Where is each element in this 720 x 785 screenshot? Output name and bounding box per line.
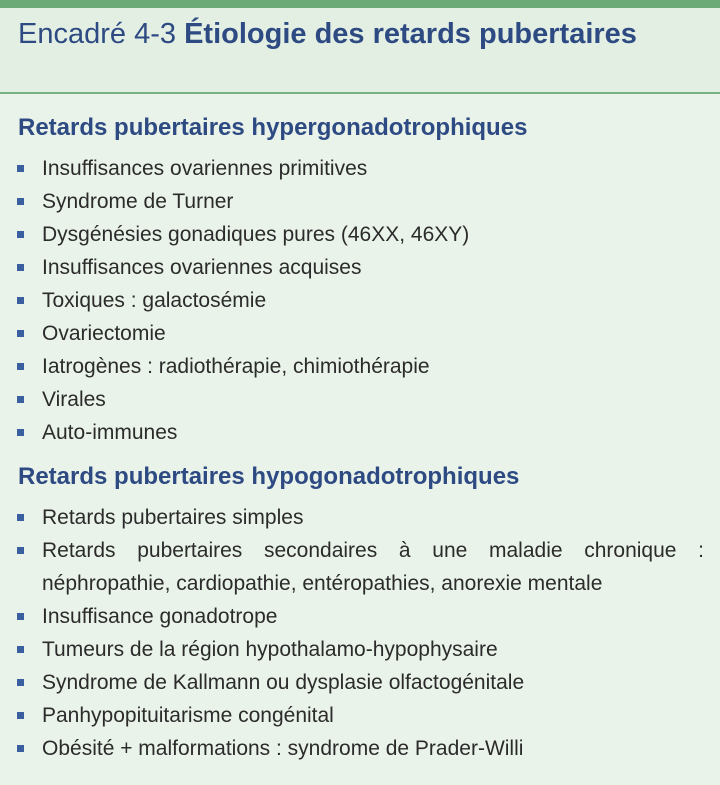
square-bullet-icon [17,297,24,304]
square-bullet-icon [17,396,24,403]
list-item [0,350,720,383]
square-bullet-icon [17,363,24,370]
list-item-text: Panhypopituitarisme congénital [42,704,334,727]
item-list [0,152,720,449]
list-item [0,284,720,317]
item-list [0,501,720,765]
list-item-text: Retards pubertaires simples [42,506,304,529]
list-item-text: Insuffisance gonadotrope [42,605,278,628]
square-bullet-icon [17,712,24,719]
square-bullet-icon [17,679,24,686]
list-item-text: Insuffisances ovariennes acquises [42,256,362,279]
box-title-text: Étiologie des retards pubertaires [184,18,637,50]
list-item-text: Toxiques : galactosémie [42,289,267,312]
list-item [0,416,720,449]
square-bullet-icon [17,613,24,620]
list-item-text: Insuffisances ovariennes primitives [42,157,368,180]
list-item-text: Tumeurs de la région hypothalamo-hypophysaire [42,638,498,661]
list-item [0,185,720,218]
list-item [0,317,720,350]
list-item-text: Iatrogènes : radiothérapie, chimiothérapie [42,355,430,378]
section-heading: Retards pubertaires hypogonadotrophiques [18,463,520,490]
list-item-text: Syndrome de Kallmann ou dysplasie olfactogénitale [42,671,525,694]
section-heading: Retards pubertaires hypergonadotrophiques [18,114,528,141]
box-header [0,8,720,94]
square-bullet-icon [17,514,24,521]
square-bullet-icon [17,198,24,205]
list-item [0,251,720,284]
square-bullet-icon [17,231,24,238]
section-hypergonadotrophic [0,94,720,449]
section-hypogonadotrophic [0,449,720,765]
list-item [0,732,720,765]
list-item-text: Retards pubertaires secondaires à une maladie chronique : néphropathie, cardiopathie, entéropathies, anorexie mentale [42,539,704,595]
list-item-text: Auto-immunes [42,421,178,444]
list-item [0,218,720,251]
top-rule [0,0,720,8]
list-item [0,666,720,699]
list-item [0,383,720,416]
square-bullet-icon [17,165,24,172]
list-item-text: Syndrome de Turner [42,190,234,213]
box-label: Encadré 4-3 [18,18,176,50]
list-item-text: Virales [42,388,106,411]
square-bullet-icon [17,429,24,436]
list-item-text: Obésité + malformations : syndrome de Prader-Willi [42,737,524,760]
list-item [0,152,720,185]
list-item [0,600,720,633]
square-bullet-icon [17,330,24,337]
list-item [0,534,720,600]
list-item-text: Dysgénésies gonadiques pures (46XX, 46XY) [42,223,470,246]
list-item [0,633,720,666]
square-bullet-icon [17,264,24,271]
box-title [18,18,698,50]
square-bullet-icon [17,745,24,752]
list-item [0,501,720,534]
list-item-text: Ovariectomie [42,322,166,345]
square-bullet-icon [17,646,24,653]
box-content [0,94,720,785]
square-bullet-icon [17,547,24,554]
list-item [0,699,720,732]
